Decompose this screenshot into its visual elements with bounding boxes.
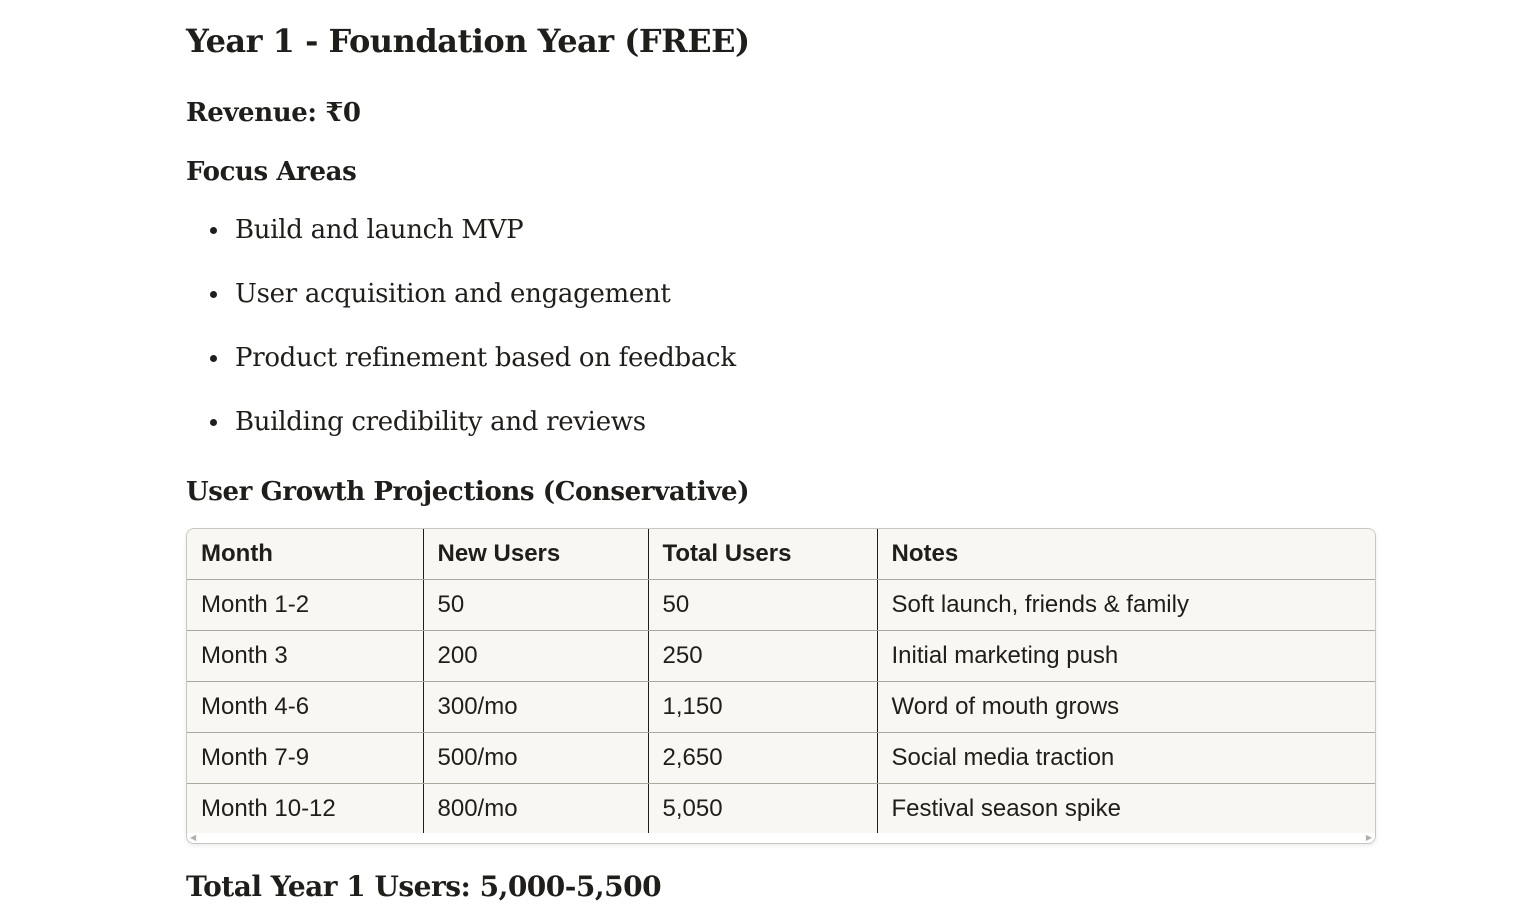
revenue-line: Revenue: ₹0 [186,98,361,128]
header-total-users: Total Users [648,529,877,580]
cell-new-users: 50 [423,580,648,631]
cell-notes: Word of mouth grows [877,682,1375,733]
cell-notes: Initial marketing push [877,631,1375,682]
cell-notes: Soft launch, friends & family [877,580,1375,631]
table-row [187,784,1375,835]
growth-table [187,529,1375,834]
cell-total-users: 50 [648,580,877,631]
cell-month: Month 4-6 [187,682,423,733]
list-item [186,272,736,336]
cell-notes: Festival season spike [891,795,1121,822]
table-row [187,580,1375,631]
cell-total-users: 1,150 [648,682,877,733]
cell-month: Month 7-9 [187,733,423,784]
list-item [186,208,736,272]
bullet-icon [210,227,217,234]
list-item-text: User acquisition and engagement [235,279,671,309]
focus-areas-list [186,208,736,464]
total-users-line: Total Year 1 Users: 5,000-5,500 [186,870,662,903]
bullet-icon [210,291,217,298]
scroll-left-icon[interactable]: ◀ [190,833,197,842]
table-row [187,733,1375,784]
header-month: Month [187,529,423,580]
header-new-users: New Users [423,529,648,580]
list-item-text: Building credibility and reviews [235,407,646,437]
cell-total-users: 2,650 [648,733,877,784]
section-heading: Year 1 - Foundation Year (FREE) [186,22,750,60]
bullet-icon [210,419,217,426]
table-header-row [187,529,1375,580]
cell-month: Month 3 [187,631,423,682]
cell-new-users: 800/mo [423,784,648,835]
growth-table-container[interactable] [186,528,1376,844]
cell-notes: Social media traction [877,733,1375,784]
list-item [186,336,736,400]
cell-month: Month 10-12 [187,784,423,835]
cell-new-users: 300/mo [423,682,648,733]
cell-new-users: 500/mo [423,733,648,784]
list-item-text: Product refinement based on feedback [235,343,736,373]
growth-projections-heading: User Growth Projections (Conservative) [186,477,750,507]
list-item-text: Build and launch MVP [235,215,524,245]
table-row [187,631,1375,682]
horizontal-scrollbar[interactable] [187,833,1375,843]
bullet-icon [210,355,217,362]
cell-month: Month 1-2 [187,580,423,631]
cell-new-users: 200 [423,631,648,682]
table-row [187,682,1375,733]
list-item [186,400,736,464]
header-notes: Notes [877,529,1375,580]
cell-total-users: 250 [648,631,877,682]
cell-total-users: 5,050 [648,784,877,835]
focus-areas-heading: Focus Areas [186,157,357,187]
scroll-right-icon[interactable]: ▶ [1365,833,1372,842]
